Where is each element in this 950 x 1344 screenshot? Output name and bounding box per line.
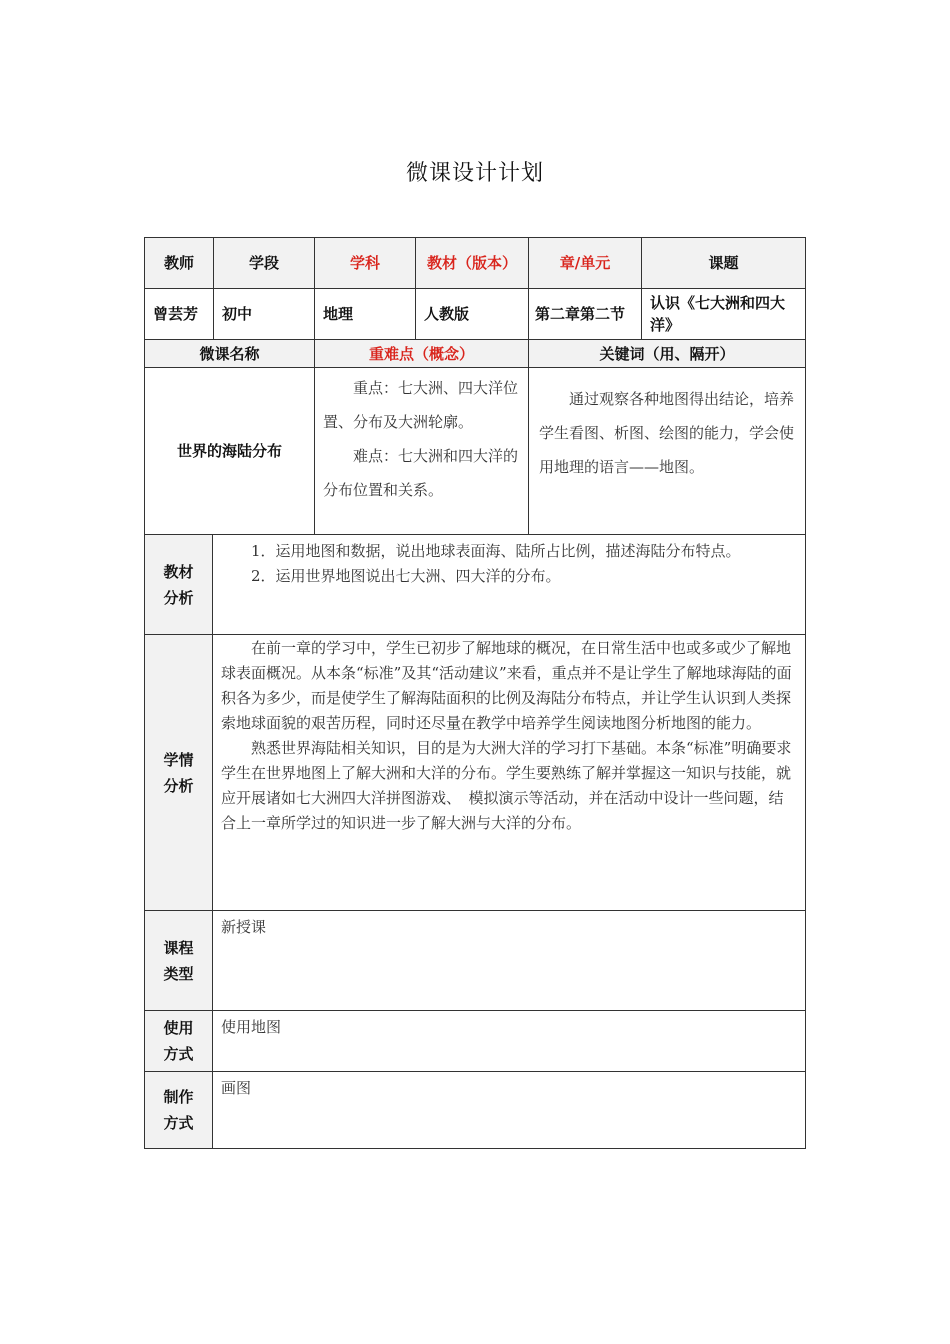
sub-header-row xyxy=(144,339,806,367)
sub-header-key-points: 重难点（概念） xyxy=(314,339,528,367)
usage-value: 使用地图 xyxy=(212,1010,806,1071)
key-point-difficult: 难点：七大洲和四大洋的分布位置和关系。 xyxy=(323,447,519,499)
info-chapter: 第二章第二节 xyxy=(528,288,641,339)
student-analysis-paragraph-1: 在前一章的学习中，学生已初步了解地球的概况，在日常生活中也或多或少了解地球表面概况。从本条“标准”及其“活动建议”来看，重点并不是让学生了解地球海陆的面积各为多少，而是使学生了解海陆面积的比例及海陆分布特点，并让学生认识到人类探索地球面貌的艰苦历程，同时还尽量在教学中培养学生阅读地图分析地图的能力。 xyxy=(221,639,792,732)
student-analysis-content xyxy=(212,634,806,910)
info-stage: 初中 xyxy=(213,288,314,339)
production-value: 画图 xyxy=(212,1071,806,1149)
sub-header-name: 微课名称 xyxy=(144,339,314,367)
course-type-row xyxy=(144,910,806,1010)
header-subject: 学科 xyxy=(314,237,415,288)
lesson-name: 世界的海陆分布 xyxy=(144,367,314,534)
header-teacher: 教师 xyxy=(144,237,213,288)
student-analysis-paragraph-2: 熟悉世界海陆相关知识，目的是为大洲大洋的学习打下基础。本条“标准”明确要求学生在世界地图上了解大洲和大洋的分布。学生要熟练了解并掌握这一知识与技能，就应开展诸如七大洲四大洋拼图游戏、 模拟演示等活动，并在活动中设计一些问题，结合上一章所学过的知识进一步了解大洲与大洋的分布。 xyxy=(221,739,792,832)
usage-row xyxy=(144,1010,806,1071)
key-points-cell xyxy=(314,367,528,534)
info-subject: 地理 xyxy=(314,288,415,339)
student-analysis-row xyxy=(144,634,806,910)
course-type-value: 新授课 xyxy=(212,910,806,1010)
textbook-analysis-label: 教材分析 xyxy=(144,534,212,634)
page-title: 微课设计计划 xyxy=(405,161,544,186)
textbook-analysis-point-2: 2．运用世界地图说出七大洲、四大洋的分布。 xyxy=(251,567,561,585)
keywords-text: 通过观察各种地图得出结论，培养学生看图、析图、绘图的能力，学会使用地理的语言——地图。 xyxy=(539,390,795,476)
info-topic: 认识《七大洲和四大洋》 xyxy=(641,288,806,339)
info-textbook: 人教版 xyxy=(415,288,528,339)
production-label: 制作方式 xyxy=(144,1071,212,1149)
course-type-label: 课程类型 xyxy=(144,910,212,1010)
plan-table xyxy=(144,237,806,1149)
textbook-analysis-row xyxy=(144,534,806,634)
student-analysis-label: 学情分析 xyxy=(144,634,212,910)
info-teacher: 曾芸芳 xyxy=(144,288,213,339)
header-stage: 学段 xyxy=(213,237,314,288)
header-topic: 课题 xyxy=(641,237,806,288)
production-row xyxy=(144,1071,806,1149)
key-point-primary: 重点：七大洲、四大洋位置、分布及大洲轮廓。 xyxy=(323,379,519,431)
keywords-cell xyxy=(528,367,806,534)
usage-label: 使用方式 xyxy=(144,1010,212,1071)
info-row xyxy=(144,288,806,339)
header-chapter: 章/单元 xyxy=(528,237,641,288)
header-row xyxy=(144,237,806,288)
sub-header-keywords: 关键词（用、隔开） xyxy=(528,339,806,367)
header-textbook: 教材（版本） xyxy=(415,237,528,288)
textbook-analysis-content xyxy=(212,534,806,634)
lesson-row xyxy=(144,367,806,534)
textbook-analysis-point-1: 1．运用地图和数据，说出地球表面海、陆所占比例，描述海陆分布特点。 xyxy=(251,542,741,560)
